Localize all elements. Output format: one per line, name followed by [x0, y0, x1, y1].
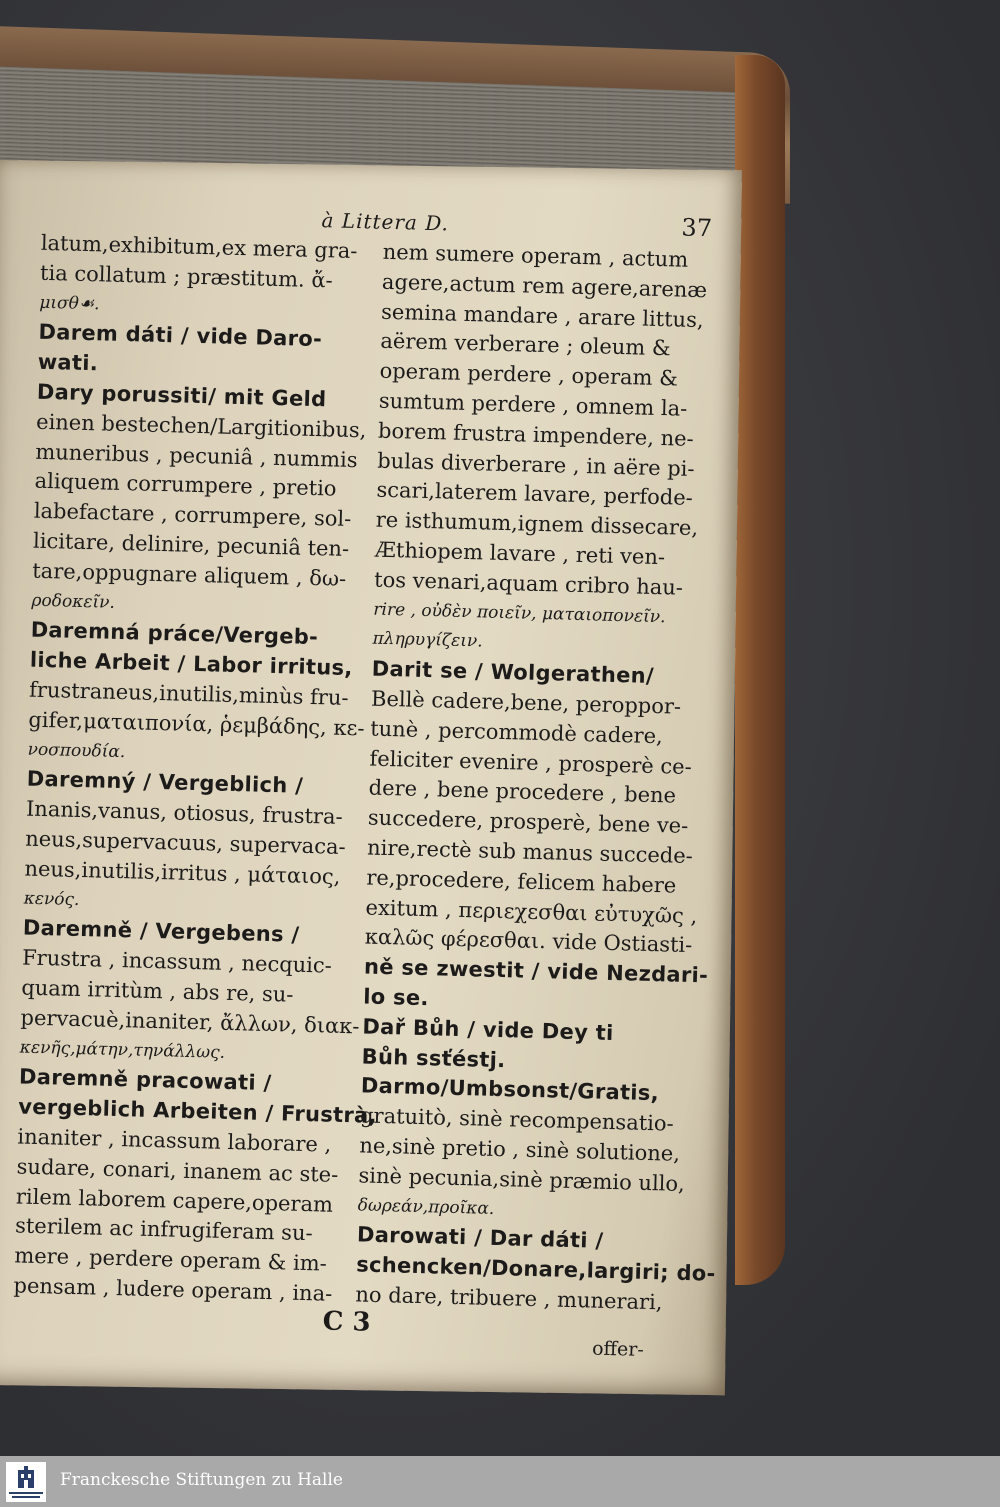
catchword: offer-	[591, 1337, 645, 1361]
text-line: muneribus , pecuniâ , nummis	[35, 439, 358, 472]
text-line: aliquem corrumpere , pretio	[34, 469, 337, 501]
text-line: νοσπουδία.	[27, 739, 126, 762]
entry-heading: Darem dáti / vide Daro-	[38, 320, 323, 352]
entry-heading: Daremný / Vergeblich /	[26, 766, 304, 799]
entry-heading: Dary porussiti/ mit Geld	[36, 379, 327, 412]
text-line: ne,sinè pretio , sinè solutione,	[359, 1133, 681, 1166]
text-line: quam irritùm , abs re, su-	[21, 975, 294, 1007]
text-line: frustraneus,inutilis,minùs fru-	[28, 677, 349, 710]
institution-name: Franckesche Stiftungen zu Halle	[60, 1470, 343, 1490]
text-line: sterilem ac infrugiferam su-	[14, 1213, 313, 1246]
text-line: μισθ☙.	[39, 292, 100, 314]
text-line: tos venari,aquam cribro hau-	[373, 567, 684, 600]
text-line: nire,rectè sub manus succede-	[366, 835, 694, 868]
text-line: sudare, conari, inanem ac ste-	[16, 1154, 339, 1187]
text-line: inaniter , incassum laborare ,	[17, 1124, 332, 1157]
entry-heading: Darowati / Dar dáti /	[356, 1222, 604, 1254]
text-line: scari,laterem lavare, perfode-	[376, 478, 694, 511]
text-line: Bellè cadere,bene, peroppor-	[370, 686, 682, 719]
signature-mark: C 3	[322, 1306, 371, 1338]
text-line: tia collatum ; præstitum. ἄ-	[39, 260, 333, 293]
text-line: bulas diverberare , in aëre pi-	[376, 448, 695, 481]
page-text	[0, 200, 727, 1361]
text-line: exitum , περιεχεσθαι εὐτυχῶς ,	[365, 895, 698, 928]
text-line: re isthumum,ignem dissecare,	[375, 507, 699, 541]
text-line: κενός.	[23, 888, 80, 910]
text-line: agere,actum rem agere,arenæ	[381, 269, 708, 303]
text-line: ροδοκεῖν.	[31, 590, 116, 613]
text-line: latum,exhibitum,ex mera gra-	[40, 230, 358, 264]
footer-bar	[0, 1456, 1000, 1507]
text-line: sinè pecunia,sinè præmio ullo,	[358, 1163, 686, 1196]
entry-heading: liche Arbeit / Labor irritus,	[29, 647, 353, 681]
text-line: neus,supervacuus, supervaca-	[24, 826, 346, 859]
text-line: re,procedere, felicem habere	[366, 865, 677, 898]
text-line: aërem verberare ; oleum &	[380, 329, 671, 361]
entry-heading: ně se zwestit / vide Nezdari-	[363, 954, 709, 988]
text-line: Inanis,vanus, otiosus, frustra-	[25, 796, 343, 830]
text-line: gratuitò, sinè recompensatio-	[359, 1103, 674, 1136]
text-line: rire , οὐδὲν ποιεῖν, ματαιοπονεῖν.	[373, 599, 666, 627]
entry-heading: Bůh ssťéstj.	[361, 1043, 506, 1072]
entry-heading: Darit se / Wolgerathen/	[371, 656, 655, 689]
text-line: borem frustra impendere, ne-	[377, 418, 694, 451]
text-line: operam perdere , operam &	[379, 358, 679, 391]
running-head: à Littera D.	[321, 208, 450, 236]
text-line: δωρεάν,προῖκα.	[357, 1194, 495, 1219]
page-number: 37	[681, 213, 713, 243]
entry-heading: Daremně pracowati /	[18, 1064, 272, 1096]
text-line: tunè , percommodè cadere,	[369, 716, 664, 748]
text-line: pensam , ludere operam , ina-	[13, 1273, 333, 1306]
text-line: no dare, tribuere , munerari,	[355, 1282, 663, 1315]
text-line: semina mandare , arare littus,	[380, 299, 704, 332]
left-column	[13, 229, 391, 1310]
text-line: καλῶς φέρεσθαι. vide Ostiasti-	[364, 924, 693, 958]
entry-heading: Dař Bůh / vide Dey ti	[362, 1014, 614, 1045]
entry-heading: Darmo/Umbsonst/Gratis,	[360, 1073, 660, 1106]
text-line: rilem laborem capere,operam	[15, 1183, 334, 1217]
text-line: nem sumere operam , actum	[382, 239, 689, 272]
text-line: licitare, delinire, pecuniâ ten-	[32, 528, 350, 561]
right-column	[355, 238, 725, 1319]
entry-heading: schencken/Donare,largiri; do-	[355, 1252, 716, 1286]
text-line: neus,inutilis,irritus , μάταιος,	[24, 856, 341, 889]
entry-heading: Daremně / Vergebens /	[22, 915, 300, 948]
text-line: pervacuè,inaniter, ἄλλων, διακ-	[20, 1005, 360, 1039]
text-line: Æthiopem lavare , reti ven-	[374, 537, 666, 570]
text-line: feliciter evenire , prosperè ce-	[369, 746, 693, 779]
entry-heading: wati.	[37, 349, 99, 376]
entry-heading: Daremná práce/Vergeb-	[30, 618, 319, 650]
text-line: κενῆς,μάτην,τηνάλλως.	[19, 1037, 226, 1063]
text-line: gifer,ματαιπονία, ῥεμβάδης, κε-	[28, 707, 365, 741]
entry-heading: vergeblich Arbeiten / Frustrà,	[17, 1094, 378, 1128]
text-line: tare,oppugnare aliquem , δω-	[31, 558, 347, 591]
entry-heading: lo se.	[362, 984, 430, 1011]
text-line: dere , bene procedere , bene	[368, 775, 677, 808]
text-line: Frustra , incassum , necquic-	[21, 945, 333, 978]
text-line: πληρυγίζειν.	[372, 628, 483, 652]
text-line: succedere, prosperè, bene ve-	[367, 805, 689, 839]
text-line: einen bestechen/Largitionibus,	[35, 409, 367, 443]
text-line: labefactare , corrumpere, sol-	[33, 498, 352, 532]
text-line: mere , perdere operam & im-	[14, 1243, 328, 1276]
institution-logo-icon	[6, 1462, 46, 1502]
book-fore-edge	[735, 55, 785, 1285]
text-line: sumtum perdere , omnem la-	[378, 388, 688, 421]
